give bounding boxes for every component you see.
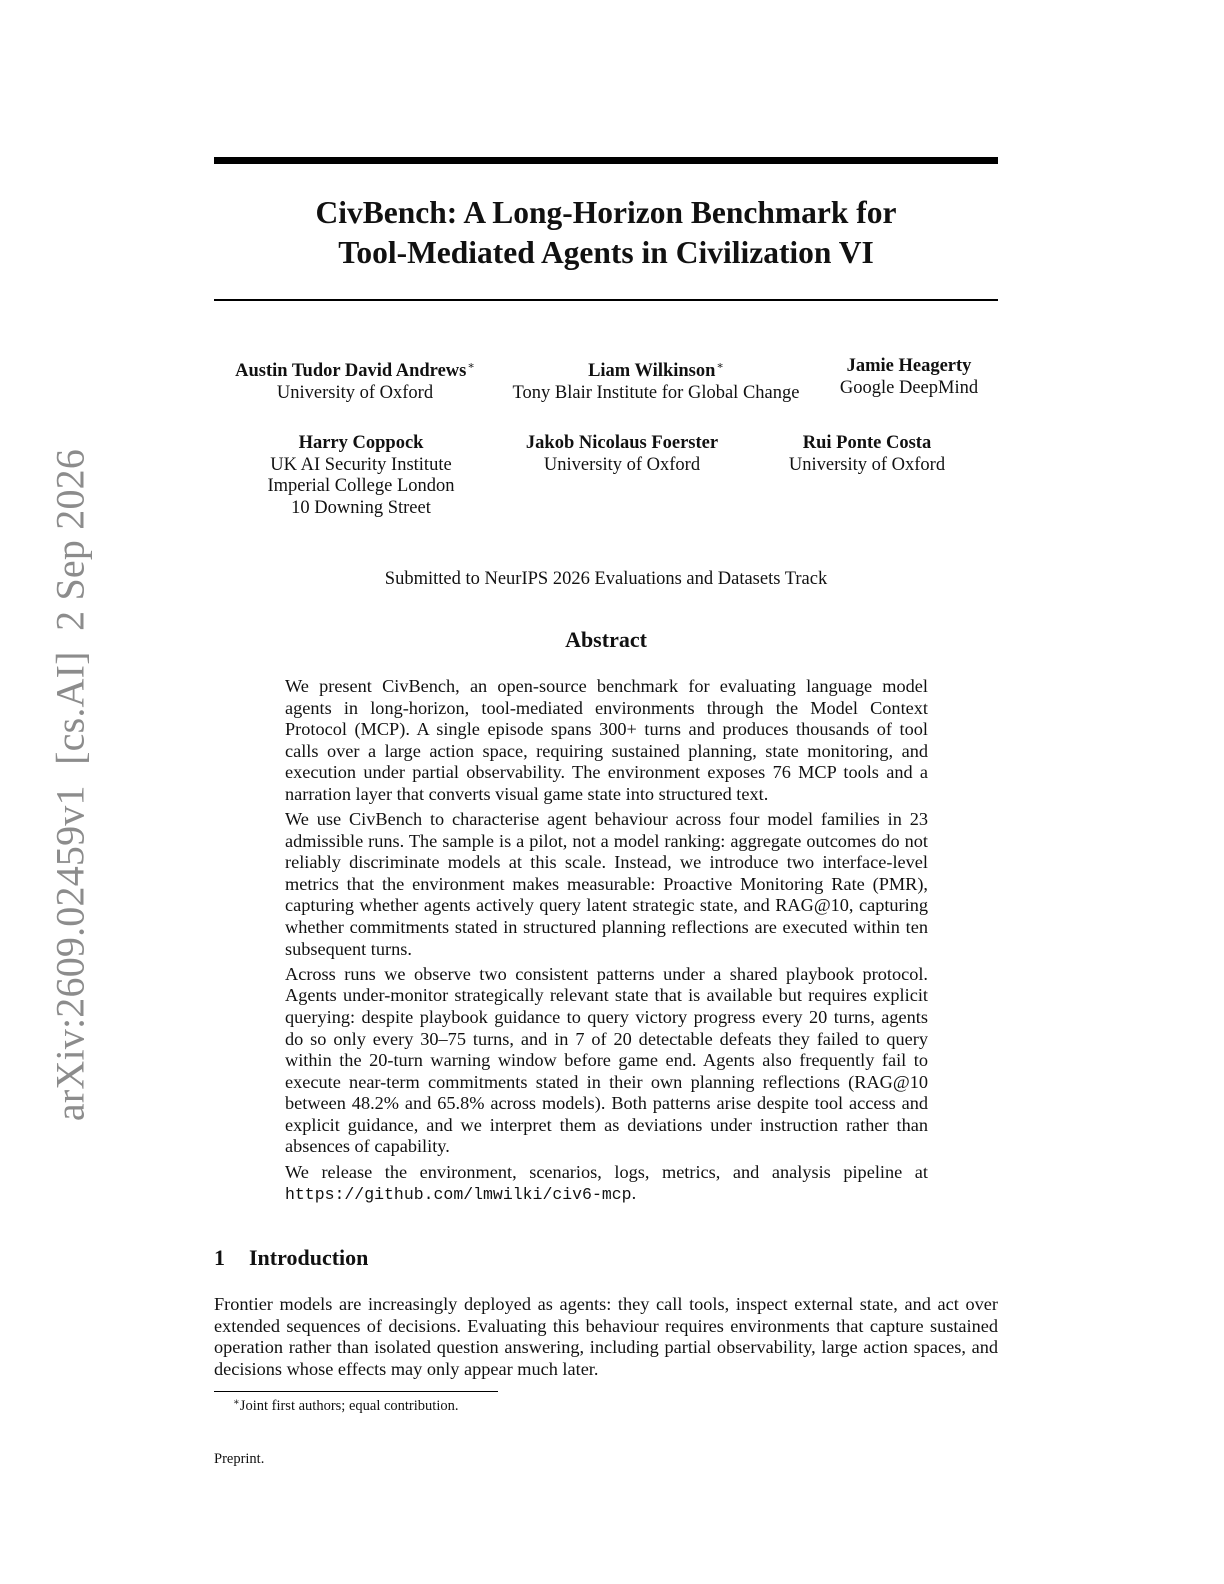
author-name: Austin Tudor David Andrews∗ [235, 360, 475, 381]
author-affiliation: Google DeepMind [839, 377, 979, 398]
equal-contribution-mark: ∗ [716, 360, 724, 372]
author-name: Jakob Nicolaus Foerster [525, 433, 719, 453]
author-block-5 [502, 433, 742, 476]
author-name: Rui Ponte Costa [802, 433, 932, 453]
abstract-paragraph-release [285, 1162, 928, 1206]
footnote-rule [214, 1391, 498, 1392]
abstract-heading: Abstract [565, 627, 647, 652]
abstract-paragraph: Across runs we observe two consistent patterns under a shared playbook protocol. Agents under-monitor strategically relevant state that is available but requires explicit querying: despite playbook guidance to query victory progress every 20 turns, agents do so only every 30–75 turns, and in 7 of 20 detectable defeats they failed to query within the 20-turn warning window before game end. Agents also frequently fail to execute near-term commitments stated in their own planning reflections (RAG@10 between 48.2% and 65.8% across models). Both patterns arise despite tool access and explicit guidance, and we interpret them as deviations under instruction rather than absences of capability. [285, 963, 928, 1157]
author-affiliation: Tony Blair Institute for Global Change [512, 382, 800, 403]
section-heading [214, 1245, 368, 1271]
author-block-4 [241, 433, 481, 519]
abstract-paragraph: We use CivBench to characterise agent behaviour across four model families in 23 admissible runs. The sample is a pilot, not a model ranking: aggregate outcomes do not reliably discriminate models at this scale. Instead, we introduce two interface-level metrics that the environment makes measurable: Proactive Monitoring Rate (PMR), capturing whether agents actively query latent strategic state, and RAG@10, capturing whether commitments stated in structured planning reflections are executed within ten subsequent turns. [285, 809, 928, 959]
introduction-paragraph: Frontier models are increasingly deployed as agents: they call tools, inspect external state, and act over extended sequences of decisions. Evaluating this behaviour requires environments that capture sustained operation rather than isolated question answering, including partial observability, large action spaces, and decisions whose effects may only appear much later. [214, 1294, 998, 1379]
author-block-2 [495, 356, 817, 404]
release-text: We release the environment, scenarios, logs, metrics, and analysis pipeline at [285, 1161, 928, 1182]
author-affiliation: 10 Downing Street [291, 497, 431, 518]
title-top-rule [214, 157, 998, 164]
preprint-label: Preprint. [214, 1451, 265, 1467]
author-name: Liam Wilkinson∗ [588, 360, 724, 381]
section-number: 1 [214, 1245, 225, 1270]
paper-title-line-2: Tool-Mediated Agents in Civilization VI [338, 235, 874, 270]
arxiv-identifier [47, 448, 93, 1122]
paper-title-line-1: CivBench: A Long-Horizon Benchmark for [315, 195, 897, 230]
release-end: . [631, 1183, 637, 1204]
arxiv-identifier-text: arXiv:2609.02459v1 [cs.AI] 2 Sep 2026 [47, 448, 93, 1122]
author-affiliation: University of Oxford [788, 454, 946, 475]
author-block-6 [767, 433, 967, 476]
author-affiliation: University of Oxford [276, 382, 434, 403]
footnote-mark: ∗ [233, 1397, 240, 1408]
author-block-1 [228, 356, 482, 404]
abstract-paragraph: We present CivBench, an open-source benchmark for evaluating language model agents in long-horizon, tool-mediated environments through the Model Context Protocol (MCP). A single episode spans 300+ turns and produces thousands of tool calls over a large action space, requiring sustained planning, state monitoring, and execution under partial observability. The environment exposes 76 MCP tools and a narration layer that converts visual game state into structured text. [285, 676, 928, 804]
abstract-body [285, 676, 928, 1209]
paper-title [214, 193, 998, 273]
footnote-text: Joint first authors; equal contribution. [239, 1398, 459, 1414]
equal-contribution-mark: ∗ [467, 360, 475, 372]
author-block-3 [828, 356, 990, 399]
submission-note: Submitted to NeurIPS 2026 Evaluations and Datasets Track [384, 569, 828, 589]
section-title: Introduction [249, 1245, 369, 1270]
author-name: Jamie Heagerty [846, 356, 972, 376]
author-affiliation: Imperial College London [267, 476, 455, 496]
author-affiliation: UK AI Security Institute [270, 454, 452, 475]
title-bottom-rule [214, 299, 998, 301]
author-name: Harry Coppock [298, 433, 424, 453]
repository-link[interactable]: https://github.com/lmwilki/civ6-mcp [285, 1185, 632, 1205]
footnote [233, 1397, 458, 1415]
author-affiliation: University of Oxford [543, 454, 701, 475]
